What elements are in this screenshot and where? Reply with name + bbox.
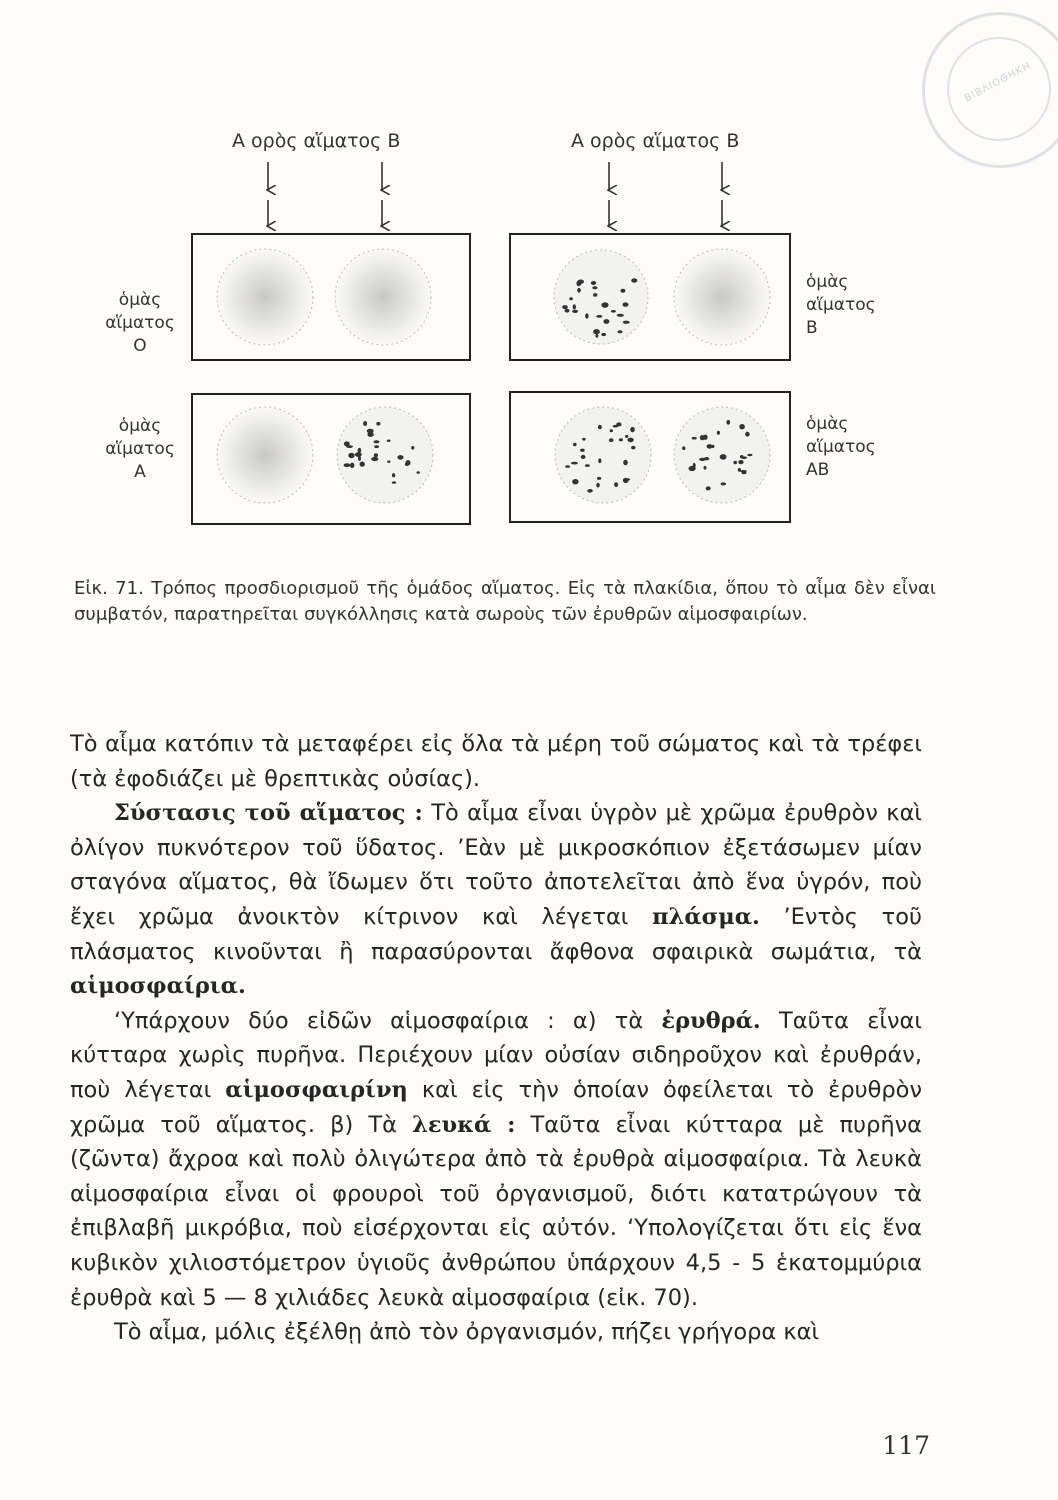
paragraph-2-text-b: ’Εντὸς τοῦ πλάσματος κινοῦνται ἢ παρασύρονται ἄφθονα σφαιρικὰ σωμάτια, τὰ [70,903,922,965]
clumped-cell [630,427,635,432]
body-text [70,727,922,1350]
clumped-cell [355,452,362,457]
term-blood-cells: αἱμοσφαίρια. [70,973,246,1000]
figure-caption: Εἰκ. 71. Τρόπος προσδιορισμοῦ τῆς ὁμάδος αἵματος. Εἰς τὰ πλακίδια, ὅπου τὸ αἷμα δὲν εἶναι συμβατόν, παρατηρεῖται συγκόλλησις κατὰ σωροὺς τῶν ἐρυθρῶν αἱμοσφαιρίων. [74,578,936,625]
blood-drop-icon [217,249,770,503]
clumped-cell [577,288,581,293]
term-red-cells: ἐρυθρά. [661,1007,761,1034]
clumped-cell [591,281,596,285]
paragraph-4: Τὸ αἷμα, μόλις ἐξέλθῃ ἀπὸ τὸν ὀργανισμόν, πήζει γρήγορα καὶ [114,1319,820,1346]
clumped-cell [572,479,578,484]
clumped-cell [609,438,614,442]
clumped-cell [682,446,685,450]
clumped-cell [704,466,707,470]
clumped-cell [598,425,602,429]
clumped-cell [565,309,570,313]
group-ab-label [806,414,906,481]
clumped-cell [707,444,713,449]
clumped-cell [631,446,635,449]
clumped-cell [739,424,745,429]
group-b-line-2: αἵματος [806,295,876,315]
clumped-cell [593,329,600,334]
clumped-cell [593,293,597,297]
clumped-cell [601,302,608,308]
clumped-cell [720,454,727,460]
clumped-cell [617,314,624,317]
clumped-cell [392,473,395,477]
clumped-cell [745,432,750,437]
group-a-line-1: ὁμὰς [118,416,162,436]
paragraph-2-text-a: Τὸ αἷμα εἶναι ὑγρὸν μὲ χρῶμα ἐρυθρὸν καὶ ὀλίγον πυκνότερον τοῦ ὕδατος. ’Εὰν μὲ μικροσκόπιον ἐξετάσωμεν μίαν σταγόνα αἵματος, θὰ ἴδωμεν ὅτι τοῦτο ἀποτελεῖται ἀπὸ ἕνα ὑγρόν, ποὺ ἔχει χρῶμα ἀνοικτὸν κίτρινον καὶ λέγεται [70,800,923,930]
clumped-cell [596,315,602,318]
clumped-cell [706,486,711,490]
clumped-cell [603,319,609,324]
paragraph-2-heading: Σύστασις τοῦ αἵματος : [114,800,423,827]
group-o-line-1: ὁμὰς [118,290,162,310]
clumped-cell [618,330,623,333]
clumped-cell [611,310,616,313]
clumped-cell [562,305,568,309]
clumped-cell [363,421,367,426]
clumped-cell [592,286,597,289]
clumped-cell [374,440,380,443]
clumped-cell [595,334,598,338]
group-ab-line-3: AB [806,460,830,480]
group-a-line-2: αἵματος [105,439,175,459]
clumped-cell [598,458,601,463]
clumped-cell [387,440,391,442]
group-ab-line-2: αἵματος [806,437,876,457]
clumped-cell [623,478,629,483]
clumped-cell [569,297,573,300]
paragraph-3-text-b: Ταῦτα εἶναι κύτταρα χωρὶς πυρῆνα. Περιέχουν μίαν οὐσίαν σιδηροῦχον καὶ ἐρυθράν, ποὺ λέγεται [70,1007,922,1103]
paragraph-3-text-d: Ταῦτα εἶναι κύτταρα μὲ πυρῆνα (ζῶντα) ἄχροα καὶ πολὺ ὀλιγώτερα ἀπὸ τὰ ἐρυθρὰ αἱμοσφαίρια. Τὰ λευκὰ αἱμοσφαίρια εἶναι οἱ φρουροὶ τοῦ ὀργανισμοῦ, διότι κατατρώγουν τὰ ἐπιβλαβῆ μικρόβια, ποὺ εἰσέρχονται εἰς αὐτόν. ‘Υπολογίζεται ὅτι εἰς ἕνα κυβικὸν χιλιοστόμετρον ὑγιοῦς ἀνθρώπου ὑπάρχουν 4,5 - 5 ἑκατομμύρια ἐρυθρὰ καὶ 5 — 8 χιλιάδες λευκὰ αἱμοσφαίρια (εἰκ. 70). [70,1111,923,1311]
clumped-cell [585,313,588,318]
clumped-cell [740,470,746,473]
clumped-cell [350,463,354,468]
clumped-cell [371,457,378,461]
clumped-cell [571,462,578,465]
term-white-cells: λευκά : [412,1111,516,1138]
paragraph-2 [70,796,922,1004]
clumped-cell [620,289,625,293]
paragraph-3-text-a: ‘Υπάρχουν δύο εἰδῶν αἱμοσφαίρια : α) τὰ [114,1007,644,1034]
term-hemoglobin: αἱμοσφαιρίνη [225,1076,408,1103]
clumped-cell [417,471,420,474]
clumped-cell [573,304,576,309]
clumped-cell [614,482,618,487]
clumped-cell [623,321,630,324]
clumped-cell [627,438,633,443]
group-ab-line-1: ὁμὰς [806,414,849,434]
clumped-cell [580,449,585,452]
clumped-cell [577,281,580,287]
clumped-cell [619,438,623,441]
clumped-cell [367,432,373,437]
group-o-line-2: αἵματος [105,313,175,333]
clumped-cell [610,429,613,432]
group-o-label [90,290,190,357]
group-a-label [90,416,190,483]
clumped-cell [721,482,727,485]
down-arrow-icon [268,162,722,226]
group-b-label [806,272,906,339]
clumped-cell [573,443,577,447]
serum-label-left: A ορὸς αἵματος B [232,130,401,152]
clumped-cell [344,463,351,467]
clumped-cell [565,465,570,468]
clumped-cell [585,464,590,467]
clumped-cell [582,438,585,441]
clumped-cell [392,481,396,483]
group-o-line-3: O [133,336,147,356]
blood-type-figure [0,0,1058,560]
clumped-cell [601,333,606,336]
clumped-cell [397,455,403,460]
clumped-cell [613,425,618,428]
page-number: 117 [882,1431,930,1460]
clumped-cell [700,435,705,440]
clumped-cell [406,460,411,466]
clumped-cell [411,446,414,450]
clumped-cell [374,453,378,457]
clumped-cell [376,422,380,426]
paragraph-3 [70,1004,922,1315]
clumped-cell [740,455,744,458]
serum-label-right: A ορὸς αἵματος B [571,130,740,152]
paragraph-1: Τὸ αἷμα κατόπιν τὰ μεταφέρει εἰς ὅλα τὰ μέρη τοῦ σώματος καὶ τὰ τρέφει (τὰ ἐφοδιάζει μὲ θρεπτικὰς οὐσίας). [70,731,922,792]
clumped-cell [597,477,601,480]
term-plasma: πλάσμα. [652,903,760,930]
clumped-cell [738,460,743,464]
clumped-cell [726,420,730,425]
clumped-cell [623,460,628,466]
clumped-cell [572,310,578,313]
clumped-cell [360,462,365,467]
clumped-cell [623,302,629,306]
group-b-line-3: B [806,318,818,338]
group-a-line-3: A [134,462,146,482]
clumped-cell [581,455,586,459]
clumped-cell [631,278,637,282]
clumped-cell [693,463,696,468]
clumped-cell [387,461,390,463]
clumped-cell [596,483,600,488]
stamp-text: ΒΙΒΛΙΟΘΗΚΗ [962,60,1034,105]
clumped-cell [699,458,705,461]
clumped-cell [692,437,697,440]
clumped-cell [625,435,628,438]
clumped-cell [374,445,379,448]
clumped-cell [344,441,350,446]
clumped-cell [587,489,593,493]
clumped-cell [733,461,737,464]
clumped-cell [348,453,354,458]
clumped-cell [747,454,752,456]
paragraph-3-text-c: καὶ εἰς τὴν ὁποίαν ὀφείλεται τὸ ἐρυθρὸν χρῶμα τοῦ αἵματος. β) Τὰ [70,1076,923,1138]
clumped-cell [717,431,720,435]
group-b-line-1: ὁμὰς [806,272,849,292]
